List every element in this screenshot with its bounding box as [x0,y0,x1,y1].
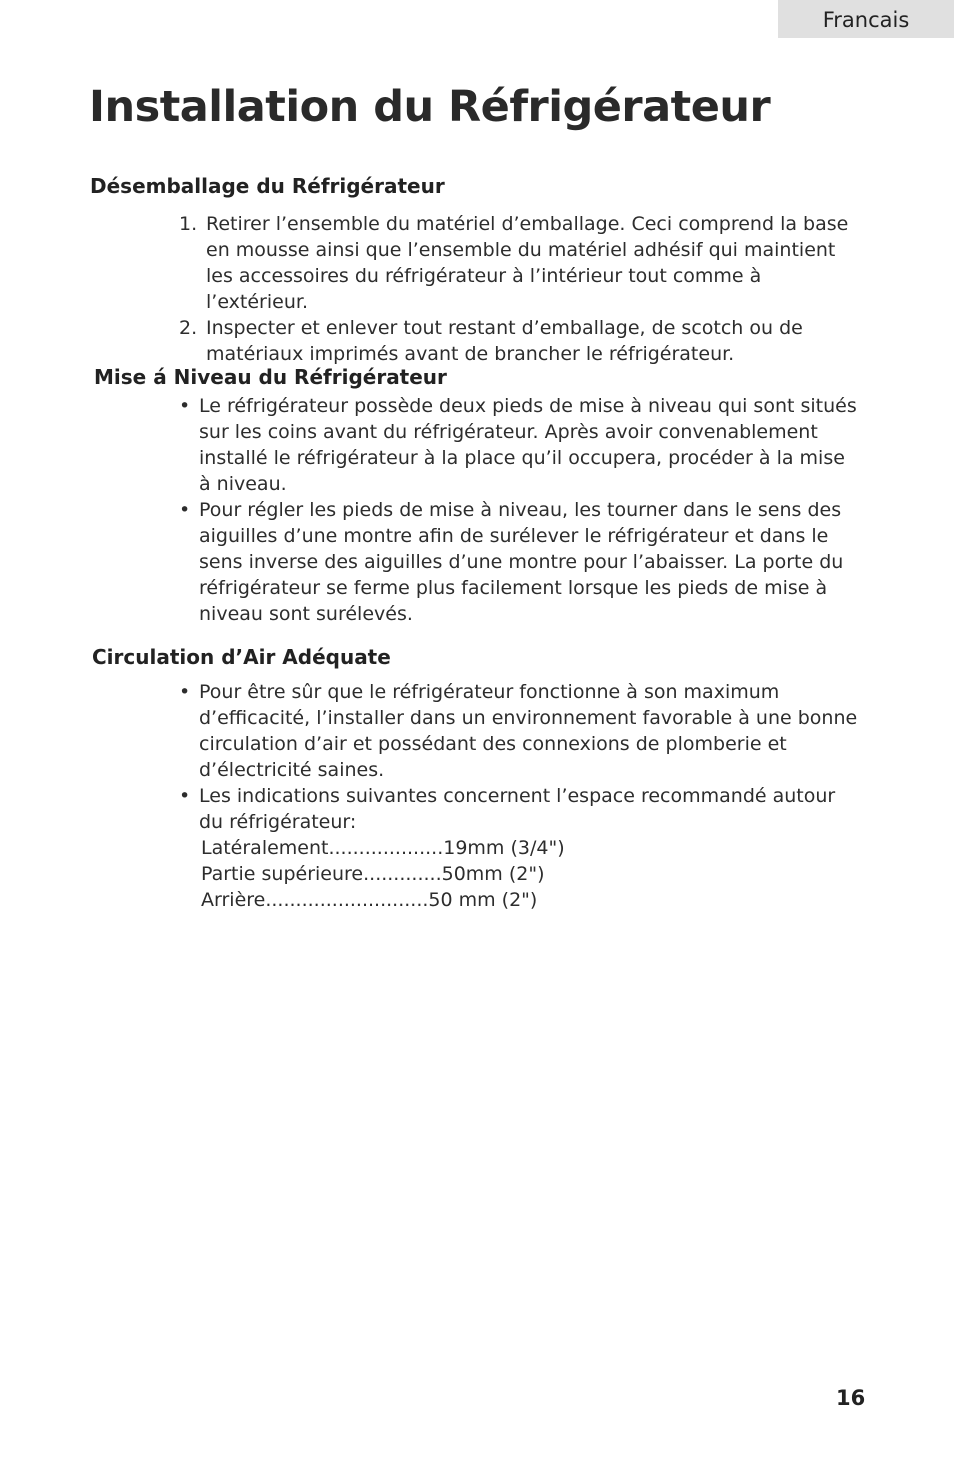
list-item [179,315,866,367]
bullet-marker: • [179,785,191,807]
list-item [179,497,859,627]
list-item-text: Pour régler les pieds de mise à niveau, les tourner dans le sens des aiguilles d’une montre afin de surélever le réfrigérateur et dans le sens inverse des aiguilles d’une montre pour l’abaisser. La porte du réfrigérateur se ferme plus facilement lorsque les pieds de mise à niveau sont surélevés. [199,499,844,625]
bullet-marker: • [179,499,191,521]
bullet-marker: • [179,681,191,703]
bullet-marker: • [179,395,191,417]
clearance-top: Partie supérieure.............50mm (2") [201,863,545,885]
clearance-back: Arrière...........................50 mm (2") [201,889,538,911]
section-heading-unpacking: Désemballage du Réfrigérateur [90,174,445,198]
clearance-specs [201,835,701,913]
list-item-text: Pour être sûr que le réfrigérateur fonctionne à son maximum d’efficacité, l’installer dans un environnement favorable à une bonne circulation d’air et possédant des connexions de plomberie et d’électricité saines. [199,681,858,781]
list-item [179,679,859,783]
unpacking-steps [179,211,866,367]
language-tab: Francais [778,0,954,38]
leveling-bullets [179,393,859,627]
page-number: 16 [836,1386,866,1410]
list-item [179,211,866,315]
list-item [179,783,859,835]
list-item-text: Retirer l’ensemble du matériel d’emballage. Ceci comprend la base en mousse ainsi que l’ensemble du matériel adhésif qui maintient les accessoires du réfrigérateur à l’intérieur tout comme à l’extérieur. [206,213,849,313]
list-item-text: Inspecter et enlever tout restant d’emballage, de scotch ou de matériaux imprimés avant de brancher le réfrigérateur. [206,317,803,365]
list-item [179,393,859,497]
list-item-text: Le réfrigérateur possède deux pieds de mise à niveau qui sont situés sur les coins avant du réfrigérateur. Après avoir convenablement installé le réfrigérateur à la place qu’il occupera, procéder à la mise à niveau. [199,395,857,495]
section-heading-leveling: Mise á Niveau du Réfrigérateur [94,365,447,389]
air-circulation-bullets [179,679,859,835]
section-heading-air-circulation: Circulation d’Air Adéquate [92,645,391,669]
list-marker: 2. [179,317,198,339]
page-title: Installation du Réfrigérateur [89,82,771,132]
clearance-side: Latéralement...................19mm (3/4") [201,837,565,859]
list-item-text: Les indications suivantes concernent l’espace recommandé autour du réfrigérateur: [199,785,836,833]
list-marker: 1. [179,213,198,235]
